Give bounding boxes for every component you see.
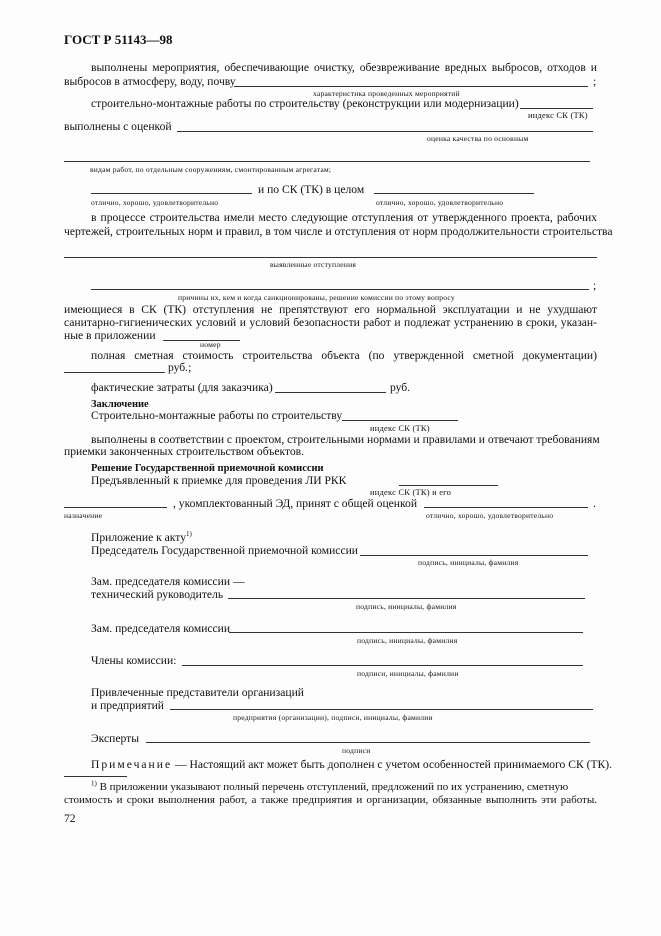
fill-line [234, 86, 588, 87]
field-caption: индекс СК (ТК) и его [370, 487, 452, 497]
page-number: 72 [64, 812, 76, 825]
footnote-rule [64, 776, 127, 777]
field-caption: выявленные отступления [270, 260, 357, 269]
text-line: Предъявленный к приемке для проведения ЛИ РКК [91, 474, 347, 487]
footnote-ref: 1) [186, 530, 192, 539]
section-heading: Заключение [91, 399, 149, 410]
note [91, 758, 612, 772]
fill-line [520, 108, 593, 109]
text-line: Зам. председателя комиссии [91, 622, 231, 635]
text-line: . [593, 497, 596, 510]
text-line: Строительно-монтажные работы по строительству [91, 409, 343, 422]
text-line: выбросов в атмосферу, воду, почву [64, 75, 236, 88]
text-line: имеющиеся в СК (ТК) отступления не препятствуют его нормальной эксплуатации и не ухудшают [64, 303, 597, 316]
field-caption: видам работ, по отдельным сооружениям, смонтированным агрегатам; [90, 165, 332, 174]
text-line: Привлеченные представители организаций [91, 686, 304, 699]
text-line: Председатель Государственной приемочной комиссии [91, 544, 358, 557]
field-caption: оценка качества по основным [427, 134, 529, 143]
fill-line [64, 372, 165, 373]
field-caption: характеристика проведенных мероприятий [313, 89, 460, 98]
text-line: руб. [390, 381, 411, 394]
field-caption: подписи [342, 746, 371, 755]
field-caption: подпись, инициалы, фамилия [356, 602, 457, 611]
fill-line [275, 392, 386, 393]
fill-line [177, 131, 593, 132]
field-caption: предприятия (организации), подписи, инициалы, фамилии [233, 713, 433, 722]
signature-line [229, 632, 583, 633]
signature-line [170, 709, 593, 710]
fill-line [64, 257, 597, 258]
field-caption: отлично, хорошо, удовлетворительно [91, 198, 219, 207]
field-caption: индекс СК (ТК) [370, 423, 430, 433]
fill-line [342, 420, 458, 421]
fill-line [64, 507, 167, 508]
text-line [91, 531, 192, 545]
text-line: выполнены с оценкой [64, 120, 172, 133]
field-caption: причины их, кем и когда санкционированы, решение комиссии по этому вопросу [178, 293, 455, 302]
text-line: строительно-монтажные работы по строительству (реконструкции или модернизации) [91, 97, 519, 110]
footnote-mark: 1) [91, 779, 97, 788]
document-header: ГОСТ Р 51143—98 [64, 32, 173, 47]
text-line: Зам. председателя комиссии — [91, 575, 245, 588]
text-line: фактические затраты (для заказчика) [91, 381, 273, 394]
text-line: и по СК (ТК) в целом [258, 183, 365, 196]
text-line: выполнены в соответствии с проектом, строительными нормами и правилами и отвечают требованиям [91, 433, 600, 446]
fill-line [91, 289, 589, 290]
section-heading: Решение Государственной приемочной комиссии [91, 463, 324, 474]
fill-line [399, 485, 498, 486]
text-line: и предприятий [91, 699, 165, 712]
text-line: технический руководитель [91, 588, 224, 601]
signature-line [182, 665, 583, 666]
field-caption: отлично, хорошо, удовлетворительно [376, 198, 504, 207]
text-line: выполнены мероприятия, обеспечивающие очистку, обезвреживание вредных выбросов, отходов и [91, 61, 597, 74]
text-line: чертежей, строительных норм и правил, в том числе и отступления от норм продолжительности строительства [64, 225, 613, 238]
text-line: Члены комиссии: [91, 654, 177, 667]
text-line: Эксперты [91, 732, 139, 745]
text-line: ные в приложении [64, 329, 156, 342]
signature-line [146, 742, 590, 743]
text-line: ; [593, 75, 597, 88]
fill-line [424, 507, 588, 508]
text-line: приемки законченных строительством объектов. [64, 445, 305, 458]
field-caption: подписи, инициалы, фамилии [357, 669, 459, 678]
note-label: Примечание [91, 758, 173, 771]
text-line: ; [593, 279, 597, 292]
annex-label: Приложение к акту [91, 531, 186, 544]
note-text: — Настоящий акт может быть дополнен с учетом особенностей принимаемого СК (ТК). [175, 758, 613, 771]
field-caption: номер [200, 340, 221, 349]
signature-line [228, 598, 585, 599]
field-caption: подпись, инициалы, фамилия [418, 558, 519, 567]
field-caption: индекс СК (ТК) [528, 110, 588, 120]
fill-line [64, 161, 590, 162]
text-line: полная сметная стоимость строительства объекта (по утвержденной сметной документации) [91, 349, 597, 362]
field-caption: отлично, хорошо, удовлетворительно [426, 511, 554, 520]
fill-line [374, 193, 534, 194]
field-caption: назначение [64, 511, 103, 520]
text-line: , укомплектованный ЭД, принят с общей оценкой [173, 497, 418, 510]
footnote-text: В приложении указывают полный перечень отступлений, предложений по их устранению, сметную [99, 781, 569, 793]
signature-line [360, 555, 588, 556]
field-caption: подпись, инициалы, фамилия [357, 636, 458, 645]
footnote-text: стоимость и сроки выполнения работ, а также предприятия и организации, обязанные выполнить эти работы. [64, 794, 597, 806]
fill-line [91, 193, 252, 194]
text-line: руб.; [168, 361, 192, 374]
footnote [91, 780, 568, 794]
text-line: санитарно-гигиенических условий и условий безопасности работ и подлежат устранению в сроки, указан- [64, 316, 597, 329]
text-line: в процессе строительства имели место следующие отступления от утвержденного проекта, рабочих [91, 211, 597, 224]
